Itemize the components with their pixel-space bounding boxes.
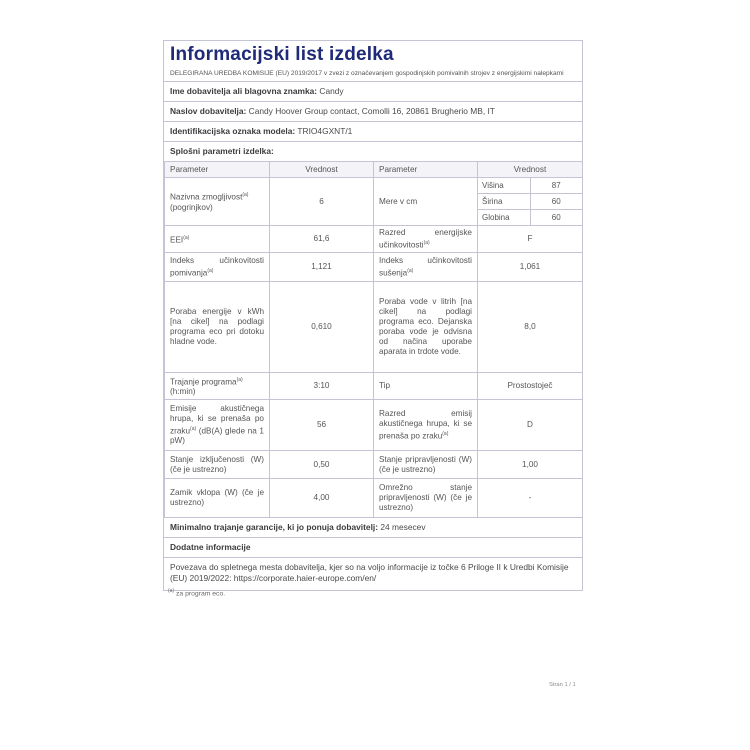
footnote-marker: (a) (236, 376, 243, 383)
param-cell: Poraba energije v kWh [na cikel] na podlagi programa eco pri dotoku hladne vode. (165, 282, 270, 373)
param-text: Indeks učinkovitosti sušenja (379, 255, 472, 278)
footnote-marker: (a) (190, 425, 197, 432)
param-cell: Tip (374, 373, 478, 400)
table-row (165, 400, 583, 451)
param-text: Razred emisij akustičnega hrupa, ki se prenaša po zraku (379, 408, 472, 441)
value-cell: - (478, 479, 583, 518)
address-value: Candy Hoover Group contact, Comolli 16, 20861 Brugherio MB, IT (248, 106, 495, 116)
value-cell: 1,00 (478, 451, 583, 479)
dimension-row (478, 210, 582, 226)
warranty-row (164, 518, 582, 537)
param-text: EEI (170, 235, 184, 245)
table-row (165, 253, 583, 282)
additional-info-label: Dodatne informacije (170, 542, 251, 552)
param-text: Nazivna zmogljivost (170, 192, 243, 202)
supplier-label: Ime dobavitelja ali blagovna znamka: (170, 86, 318, 96)
param-cell: Stanje izključenosti (W) (če je ustrezno) (165, 451, 270, 479)
table-row (165, 451, 583, 479)
param-text: (h:min) (170, 387, 196, 397)
param-text: Trajanje programa (170, 377, 237, 387)
warranty-value: 24 mesecev (380, 522, 426, 532)
param-cell (165, 178, 270, 226)
dimension-value: 87 (530, 178, 582, 194)
footnote-text: za program eco. (176, 590, 226, 598)
parameters-table (164, 161, 583, 518)
value-cell: 1,061 (478, 253, 583, 282)
value-cell: Prostostoječ (478, 373, 583, 400)
footnote-marker: (a) (207, 267, 214, 274)
param-cell: Zamik vklopa (W) (če je ustrezno) (165, 479, 270, 518)
header-parameter-2: Parameter (374, 162, 478, 178)
header-parameter: Parameter (165, 162, 270, 178)
dimensions-table (478, 178, 582, 225)
table-row (165, 373, 583, 400)
table-row (165, 282, 583, 373)
dimension-label: Višina (478, 178, 530, 194)
param-cell (165, 400, 270, 451)
footnote-marker: (a) (242, 192, 249, 199)
value-cell: F (478, 226, 583, 253)
value-cell: 0,610 (270, 282, 374, 373)
dimension-value: 60 (530, 194, 582, 210)
value-cell: 1,121 (270, 253, 374, 282)
additional-info-heading (164, 537, 582, 557)
document-title: Informacijski list izdelka (170, 44, 394, 65)
footnote-marker: (a) (407, 267, 414, 274)
value-cell: 8,0 (478, 282, 583, 373)
value-cell: 56 (270, 400, 374, 451)
footnote-marker: (a) (183, 234, 190, 241)
param-cell (374, 226, 478, 253)
value-cell: 3:10 (270, 373, 374, 400)
dimension-label: Globina (478, 210, 530, 226)
supplier-row (164, 81, 582, 101)
footnote-marker: (a) (168, 588, 175, 594)
regulation-reference: DELEGIRANA UREDBA KOMISIJE (EU) 2019/2017 v zvezi z označevanjem gospodinjskih pomivalnih strojev z energijskimi nalepkami (170, 70, 564, 77)
param-cell (165, 253, 270, 282)
table-row (165, 479, 583, 518)
table-row (165, 226, 583, 253)
product-information-sheet (163, 40, 583, 591)
general-parameters-label: Splošni parametri izdelka: (170, 146, 274, 156)
value-cell: 0,50 (270, 451, 374, 479)
table-header-row (165, 162, 583, 178)
param-text: Razred energijske učinkovitosti (379, 227, 472, 250)
dimension-value: 60 (551, 212, 561, 222)
param-cell: Stanje pripravljenosti (W) (če je ustrezno) (374, 451, 478, 479)
param-cell: Mere v cm (374, 178, 478, 226)
value-cell: 61,6 (270, 226, 374, 253)
param-cell (374, 400, 478, 451)
param-text: (dB(A) glede na 1 pW) (170, 426, 264, 446)
param-text: Emisije akustičnega hrupa, ki se prenaša po zraku (170, 403, 264, 436)
param-cell: Omrežno stanje pripravljenosti (W) (če je ustrezno) (374, 479, 478, 518)
supplier-value: Candy (319, 86, 344, 96)
address-label: Naslov dobavitelja: (170, 106, 247, 116)
warranty-label: Minimalno trajanje garancije, ki jo ponuja dobavitelj: (170, 522, 379, 532)
param-text: (pogrinjkov) (170, 202, 213, 212)
footnote-marker: (a) (423, 239, 430, 246)
general-parameters-heading (164, 141, 582, 161)
param-cell: Poraba vode v litrih [na cikel] na podlagi programa eco. Dejanska poraba vode je odvisna od načina uporabe aparata in trdote vode. (374, 282, 478, 373)
value-cell: 6 (270, 178, 374, 226)
value-cell: 4,00 (270, 479, 374, 518)
header-value: Vrednost (270, 162, 374, 178)
footnote-marker: (a) (442, 430, 449, 437)
model-row (164, 121, 582, 141)
param-cell (165, 226, 270, 253)
supplier-link-text: Povezava do spletnega mesta dobavitelja, kjer so na voljo informacije iz točke 6 Priloge II k Uredbi Komisije (EU) 2019/2022: https://corporate.haier-europe.com/en/ (164, 557, 582, 590)
dimension-row (478, 194, 582, 210)
param-cell (374, 253, 478, 282)
address-row (164, 101, 582, 121)
footnote (168, 588, 225, 597)
header-value-2: Vrednost (478, 162, 583, 178)
dimension-row (478, 178, 582, 194)
model-value: TRIO4GXNT/1 (297, 126, 353, 136)
param-cell (165, 373, 270, 400)
dimensions-cell (478, 178, 583, 226)
value-cell: D (478, 400, 583, 451)
param-text: Indeks učinkovitosti pomivanja (170, 255, 264, 278)
model-label: Identifikacijska oznaka modela: (170, 126, 296, 136)
dimension-label: Širina (478, 194, 530, 210)
page-number: Stran 1 / 1 (549, 682, 576, 688)
table-row (165, 178, 583, 226)
